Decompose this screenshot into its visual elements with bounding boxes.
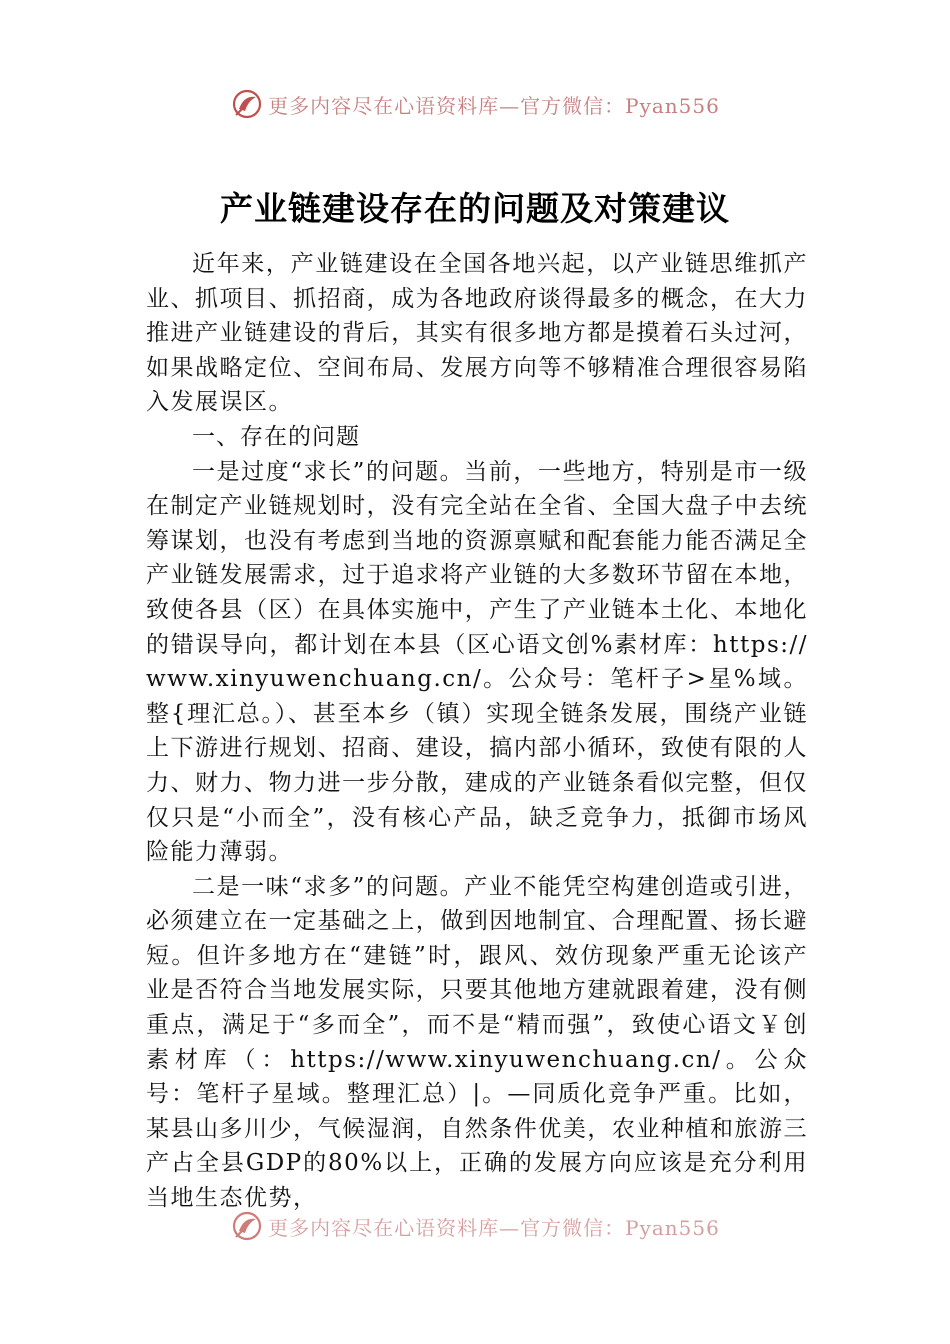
watermark-text: 更多内容尽在心语资料库—官方微信：Pyan556 [268,1215,720,1240]
document-title: 产业链建设存在的问题及对策建议 [220,189,730,228]
watermark-banner-top [0,84,950,124]
document-body [146,247,808,1216]
logo-icon [230,87,264,121]
watermark-banner-bottom [0,1206,950,1246]
watermark-text: 更多内容尽在心语资料库—官方微信：Pyan556 [268,93,720,118]
paragraph-problem-2: 二是一味“求多”的问题。产业不能凭空构建创造或引进，必须建立在一定基础之上，做到因地制宜、合理配置、扬长避短。但许多地方在“建链”时，跟风、效仿现象严重无论该产业是否符合当地发展实际，只要其他地方建就跟着建，没有侧重点，满足于“多而全”，而不是“精而强”，致使心语文￥创素材库（：https://www.xinyuwenchuang.cn/。公众号：笔杆子星域。整理汇总）|。—同质化竞争严重。比如，某县山多川少，气候湿润，自然条件优美，农业种植和旅游三产占全县GDP的80%以上，正确的发展方向应该是充分利用当地生态优势， [146,873,808,1212]
logo-icon [230,1209,264,1243]
paragraph-problem-1: 一是过度“求长”的问题。当前，一些地方，特别是市一级在制定产业链规划时，没有完全站在全省、全国大盘子中去统筹谋划，也没有考虑到当地的资源禀赋和配套能力能否满足全产业链发展需求，过于追求将产业链的大多数环节留在本地，致使各县（区）在具体实施中，产生了产业链本土化、本地化的错误导向，都计划在本县（区心语文创%素材库：https://www.xinyuwenchuang.cn/。公众号：笔杆子>星%域。整{理汇总。）、甚至本乡（镇）实现全链条发展，围绕产业链上下游进行规划、招商、建设，搞内部小循环，致使有限的人力、财力、物力进一步分散，建成的产业链条看似完整，但仅仅只是“小而全”，没有核心产品，缺乏竞争力，抵御市场风险能力薄弱。 [146,458,808,866]
intro-paragraph: 近年来，产业链建设在全国各地兴起，以产业链思维抓产业、抓项目、抓招商，成为各地政府谈得最多的概念，在大力推进产业链建设的背后，其实有很多地方都是摸着石头过河，如果战略定位、空间布局、发展方向等不够精准合理很容易陷入发展误区。 [146,251,808,416]
section-heading: 一、存在的问题 [192,423,360,450]
